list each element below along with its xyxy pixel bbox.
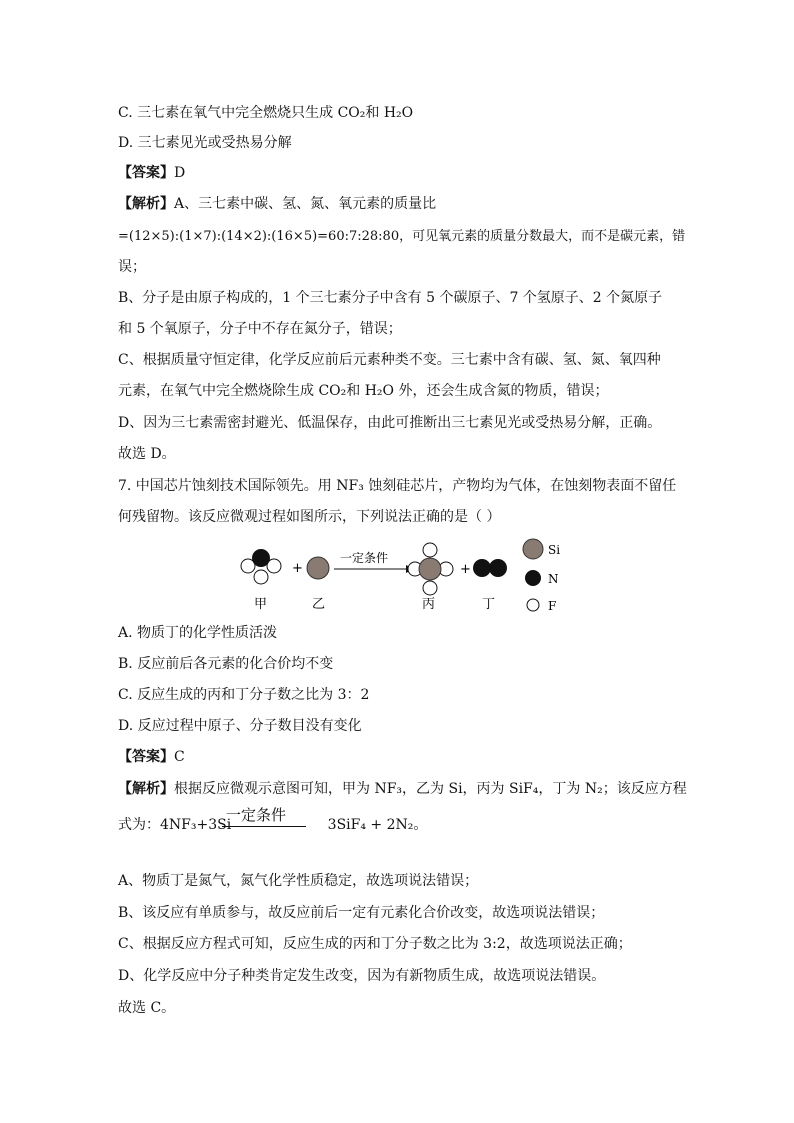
answer-tag: 【答案】 bbox=[118, 749, 174, 765]
n-atom bbox=[252, 549, 270, 567]
legend-si-swatch bbox=[523, 539, 543, 559]
equation-bar bbox=[222, 826, 306, 827]
option-d: D. 反应过程中原子、分子数目没有变化 bbox=[118, 718, 362, 734]
answer-line bbox=[118, 747, 185, 767]
analysis-text: 根据反应微观示意图可知，甲为 NF₃，乙为 Si，丙为 SiF₄，丁为 N₂；该反应方程 bbox=[174, 781, 687, 797]
equation-end: 。 bbox=[413, 817, 428, 833]
question-7-stem: 何残留物。该反应微观过程如图所示，下列说法正确的是（ ） bbox=[118, 509, 501, 525]
option-d-prev: D. 三七素见光或受热易分解 bbox=[118, 135, 292, 151]
label-jia: 甲 bbox=[254, 597, 268, 612]
equation-right: 3SiF₄ + 2N₂ bbox=[327, 817, 414, 833]
explanation-b: B、该反应有单质参与，故反应前后一定有元素化合价改变，故选项说法错误； bbox=[118, 905, 605, 921]
reaction-diagram bbox=[236, 536, 576, 616]
answer-tag: 【答案】 bbox=[118, 165, 174, 181]
explanation-c: C、根据反应方程式可知，反应生成的丙和丁分子数之比为 3:2，故选项说法正确； bbox=[118, 936, 632, 952]
analysis-tag: 【解析】 bbox=[118, 196, 174, 212]
analysis-line: B、分子是由原子构成的，1 个三七素分子中含有 5 个碳原子、7 个氢原子、2 个氮原子 bbox=[118, 290, 663, 306]
conclusion-line: 故选 C。 bbox=[118, 1000, 176, 1016]
legend-n-label: N bbox=[548, 572, 559, 586]
equation-left: 4NF₃+3Si bbox=[160, 817, 232, 833]
reaction-equation bbox=[118, 806, 428, 834]
analysis-line: =(12×5):(1×7):(14×2):(16×5)=60:7:28:80，可见氧元素的质量分数最大，而不是碳元素，错 bbox=[118, 229, 686, 244]
label-ding: 丁 bbox=[482, 597, 496, 612]
option-c: C. 反应生成的丙和丁分子数之比为 3：2 bbox=[118, 687, 370, 703]
analysis-tag: 【解析】 bbox=[118, 781, 174, 797]
explanation-a: A、物质丁是氮气，氮气化学性质稳定，故选项说法错误； bbox=[118, 873, 479, 889]
option-a: A. 物质丁的化学性质活泼 bbox=[118, 625, 278, 641]
analysis-line: D、因为三七素需密封避光、低温保存，由此可推断出三七素见光或受热易分解，正确。 bbox=[118, 415, 662, 431]
plus-sign: + bbox=[292, 561, 303, 576]
legend-n-swatch bbox=[525, 570, 541, 586]
answer-value: D bbox=[174, 165, 186, 181]
answer-line-prev bbox=[118, 163, 185, 183]
legend-f-swatch bbox=[527, 599, 539, 611]
molecule-ding bbox=[473, 559, 507, 577]
conclusion-line: 故选 D。 bbox=[118, 446, 176, 462]
label-bing: 丙 bbox=[422, 597, 436, 612]
molecule-jia bbox=[241, 549, 281, 584]
analysis-text: A、三七素中碳、氢、氮、氧元素的质量比 bbox=[174, 196, 437, 212]
molecule-bing bbox=[408, 543, 453, 595]
analysis-line: 误； bbox=[118, 259, 146, 275]
plus-sign: + bbox=[460, 562, 471, 577]
analysis-line: 和 5 个氧原子，分子中不存在氮分子，错误； bbox=[118, 321, 402, 337]
analysis-line: 元素，在氧气中完全燃烧除生成 CO₂和 H₂O 外，还会生成含氮的物质，错误； bbox=[118, 383, 609, 399]
equation-condition: 一定条件 bbox=[226, 806, 287, 824]
analysis-line bbox=[118, 779, 687, 799]
equation-prefix: 式为： bbox=[118, 817, 160, 833]
legend-si-label: Si bbox=[548, 543, 561, 557]
legend bbox=[523, 539, 560, 613]
legend-f-label: F bbox=[548, 599, 557, 613]
option-b: B. 反应前后各元素的化合价均不变 bbox=[118, 656, 334, 672]
reaction-arrow bbox=[334, 565, 414, 573]
molecule-yi bbox=[307, 557, 329, 579]
answer-value: C bbox=[174, 749, 185, 765]
arrow-condition: 一定条件 bbox=[340, 551, 389, 565]
option-c-prev: C. 三七素在氧气中完全燃烧只生成 CO₂和 H₂O bbox=[118, 105, 414, 121]
question-7-stem: 7. 中国芯片蚀刻技术国际领先。用 NF₃ 蚀刻硅芯片，产物均为气体，在蚀刻物表面不留任 bbox=[118, 478, 677, 494]
label-yi: 乙 bbox=[312, 597, 326, 612]
analysis-line-prev bbox=[118, 194, 436, 214]
analysis-line: C、根据质量守恒定律，化学反应前后元素种类不变。三七素中含有碳、氢、氮、氧四种 bbox=[118, 352, 661, 368]
explanation-d: D、化学反应中分子种类肯定发生改变，因为有新物质生成，故选项说法错误。 bbox=[118, 968, 606, 984]
